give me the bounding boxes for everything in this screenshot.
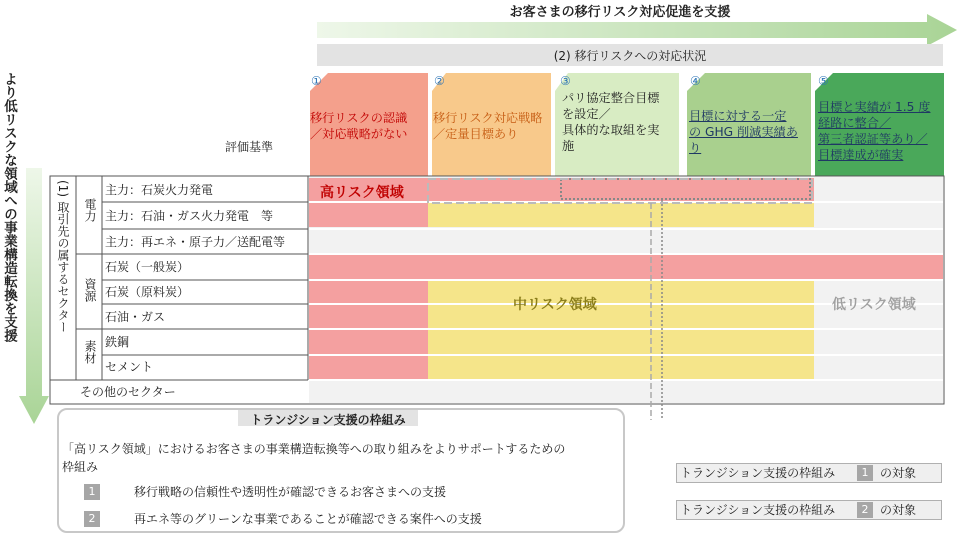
high-risk-row3	[309, 255, 943, 279]
criteria-label: 評価基準	[225, 140, 274, 154]
group-resources: 資源	[83, 278, 97, 302]
column-text-3: パリ協定整合目標 を設定／ 具体的な取組を実 施	[562, 91, 660, 153]
column-text-1: 移行リスクの認識 ／対応戦略がない	[310, 111, 408, 141]
framework-item-text: 再エネ等のグリーンな事業であることが確認できる案件への支援	[134, 512, 482, 526]
group-materials: 素材	[83, 340, 97, 364]
left-title: より低リスクな領域への事業構造転換を支援	[1, 72, 17, 342]
column-text-5: 目標と実績が 1.5 度 経路に整合／ 第三者認証等あり／ 目標達成が確実	[818, 100, 931, 162]
row-label: 石炭（原料炭）	[105, 285, 190, 299]
legend-prefix: トランジション支援の枠組み	[680, 503, 836, 517]
framework-desc-2: 枠組み	[62, 460, 99, 474]
sector-header: (1) 取引先の属するセクター	[56, 180, 70, 333]
mid-risk-label: 中リスク領域	[513, 297, 597, 313]
legend-suffix: の対象	[880, 466, 917, 480]
column-text-4: 目標に対する一定 の GHG 削減実績あ り	[689, 109, 798, 155]
column-num-1: ①	[311, 74, 322, 88]
row-label: 石炭（一般炭）	[105, 260, 190, 274]
column-num-5: ⑤	[818, 74, 829, 88]
column-num-4: ④	[690, 74, 701, 88]
legend-suffix: の対象	[880, 503, 917, 517]
framework-desc-1: 「高リスク領域」におけるお客さまの事業構造転換等への取り組みをよりサポートするための	[62, 442, 566, 456]
row-label: 主力：再エネ・原子力／送配電等	[105, 235, 286, 249]
group-power: 電力	[83, 198, 97, 222]
status-header: (2) 移行リスクへの対応状況	[553, 49, 707, 63]
column-num-3: ③	[560, 74, 571, 88]
framework-title: トランジション支援の枠組み	[250, 413, 406, 427]
row-label: 石油・ガス	[105, 310, 166, 324]
column-num-2: ②	[434, 74, 445, 88]
legend-badge: 1	[857, 465, 873, 481]
framework-item-text: 移行戦略の信頼性や透明性が確認できるお客さまへの支援	[134, 485, 447, 499]
framework-item-badge: 1	[84, 484, 100, 500]
row-label: その他のセクター	[80, 385, 176, 399]
high-risk-label: 高リスク領域	[320, 185, 404, 201]
row-label: 鉄鋼	[105, 335, 130, 349]
row-label: 主力：石炭火力発電	[105, 183, 214, 197]
row-label: 主力：石油・ガス火力発電 等	[105, 209, 274, 223]
legend-badge: 2	[857, 502, 873, 518]
top-title: お客さまの移行リスク対応促進を支援	[509, 5, 731, 20]
legend-prefix: トランジション支援の枠組み	[680, 466, 836, 480]
framework-item-badge: 2	[84, 511, 100, 527]
row-label: セメント	[105, 360, 154, 374]
low-risk-label: 低リスク領域	[832, 297, 916, 313]
column-text-2: 移行リスク対応戦略 ／定量目標あり	[433, 111, 543, 141]
